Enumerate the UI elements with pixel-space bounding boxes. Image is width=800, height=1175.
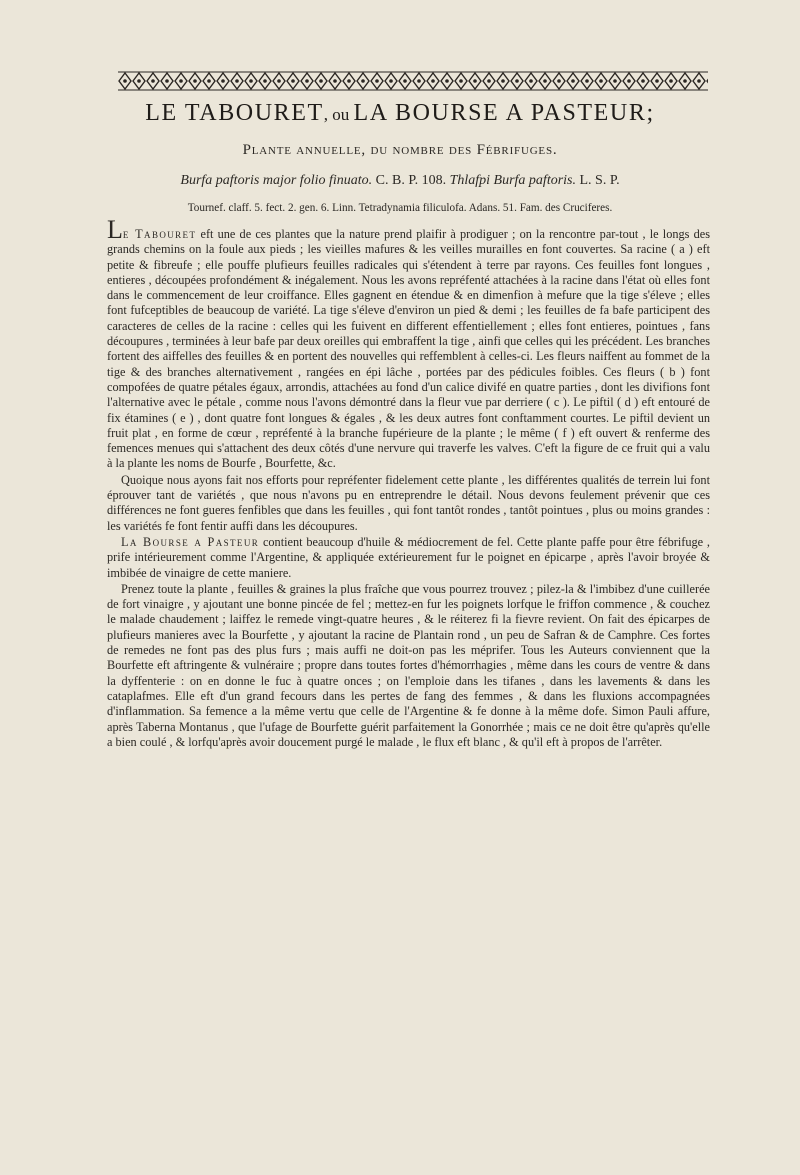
latin-names <box>0 173 800 189</box>
paragraph-text: contient beaucoup d'huile & médiocrement de fel. Cette plante paffe pour être fébrifuge , prife intérieurement comme l'Argentine, & appliquée extérieurement fur le poignet en épicarpe , après l'avoir broyée & imbibée de vinaigre de cette maniere. <box>107 534 710 580</box>
decorative-ornament-band <box>118 70 708 92</box>
latin-name-2: Thlafpi Burfa paftoris. <box>449 173 576 188</box>
drop-cap: L <box>107 215 123 244</box>
latin-name-1: Burfa paftoris major folio finuato. <box>180 173 373 188</box>
latin-ref-2: L. S. P. <box>576 173 620 188</box>
paragraph-text: eft une de ces plantes que la nature prend plaifir à prodiguer ; on la rencontre par-tout , le longs des grands chemins on la foule aux pieds ; les vieilles mafures & les veilles murailles en font couvertes. Sa racine ( a ) eft petite & fibreufe ; elle pouffe plufieurs feuilles radicales qui s'étendent à terre par rayons. Ces feuilles font longues , entieres , découpées profondément & inégalement. Nous les avons repréfenté attachées à la racine dans l'état où elles font dans le commencement de leur croiffance. Elles gagnent en étendue & en dimenfion à mefure que la tige s'éleve ; elles font fufceptibles de beaucoup de variété. La tige s'éleve d'environ un pied & demi ; les feuilles de fa bafe participent des caracteres de celles de la racine : celles qui les fuivent en different effentiellement ; elles font entieres, pointues , fans découpures , terminées à leur bafe par deux oreilles qui embraffent la tige , ainfi que celles qui les précédent. Les branches fortent des aiffelles des feuilles & en portent des nouvelles qui reffemblent à celles-ci. Les fleurs naiffent au fommet de la tige & des branches alternativement , rangées en épi lâche , portées par des pédicules foibles. Ces fleurs ( b ) font compofées de quatre pétales égaux, arrondis, attachées au fond d'un calice divifé en quatre parties , dont les divifions font l'alternative avec le pétale , comme nous l'avons démontré dans la fleur vue par derriere ( c ). Le piftil ( d ) eft entouré de fix étamines ( e ) , dont quatre font longues & égales , & les deux autres font conftamment courtes. Le piftil devient un fruit plat , en forme de cœur , repréfenté à la branche fupérieure de la plante ; le même ( f ) eft ouvert & renferme des femences menues qui s'attachent des deux côtés d'une nervure qui traverfe les valves. C'eft la figure de ce fruit qui a valu à la plante les noms de Bourfe , Bourfette, &c. <box>107 227 710 471</box>
page-title <box>0 100 800 127</box>
classification-line: Tournef. claff. 5. fect. 2. gen. 6. Linn. Tetradynamia filiculofa. Adans. 51. Fam. des Cruciferes. <box>187 202 613 214</box>
title-end: ; <box>646 100 655 126</box>
title-separator: , ou <box>323 105 354 124</box>
paragraph <box>107 535 710 581</box>
body-text <box>107 215 710 751</box>
paragraph <box>107 473 710 534</box>
lead-words: e Tabouret <box>122 227 197 241</box>
lead-words: La Bourse a Pasteur <box>121 534 260 549</box>
title-main: LE TABOURET <box>145 100 324 126</box>
paragraph <box>107 582 710 750</box>
page-subtitle: Plante annuelle, du nombre des Fébrifuges. <box>242 142 558 158</box>
paragraph-text: Quoique nous ayons fait nos efforts pour repréfenter fidelement cette plante , les différentes qualités de terrein lui font éprouver tant de variétés , que nous n'avons pu en entreprendre le détail. Nous devons feulement prévenir que ces différences ne font gueres fenfibles que dans les feuilles , qui font tantôt rondes , tantôt pointues , plus ou moins grandes : les variétés fe font fentir auffi dans les découpures. <box>107 472 710 533</box>
latin-ref-1: C. B. P. 108. <box>372 173 450 188</box>
paragraph-text: Prenez toute la plante , feuilles & graines la plus fraîche que vous pourrez trouvez ; pilez-la & l'imbibez d'une cuillerée de fort vinaigre , y ajoutant une bonne pincée de fel ; mettez-en fur les poignets lorfque le friffon commence , & couchez le malade chaudement ; laiffez le remede vingt-quatre heures , & le réiterez fi la fievre revient. On fait des épicarpes de plufieurs manieres avec la Bourfette , y ajoutant la racine de Plantain rond , un peu de Safran & de Camphre. Ces fortes de remedes ne font pas des plus furs ; mais auffi ne doit-on pas les méprifer. Tous les Auteurs conviennent que la Bourfette eft aftringente & vulnéraire ; propre dans toutes fortes d'hémorrhagies , même dans les cours de ventre & dans la dyffenterie : on en donne le fuc à quatre onces ; on l'emploie dans les tifanes , dans les lavements & dans les cataplafmes. Elle eft d'un grand fecours dans les pertes de fang des femmes , & dans les fluxions accompagnées d'inflammation. Sa femence a la même vertu que celle de l'Argentine & fe donne à la même dofe. Simon Pauli affure, après Taberna Montanus , que l'ufage de Bourfette guérit parfaitement la Gonorrhée ; mais ce ne doit être qu'après qu'elle a bien coulé , & lorfqu'après avoir doucement purgé le malade , le flux eft blanc , & qu'il eft à propos de l'arrêter. <box>107 581 710 749</box>
paragraph <box>107 215 710 472</box>
title-alternate: LA BOURSE A PASTEUR <box>353 100 647 126</box>
